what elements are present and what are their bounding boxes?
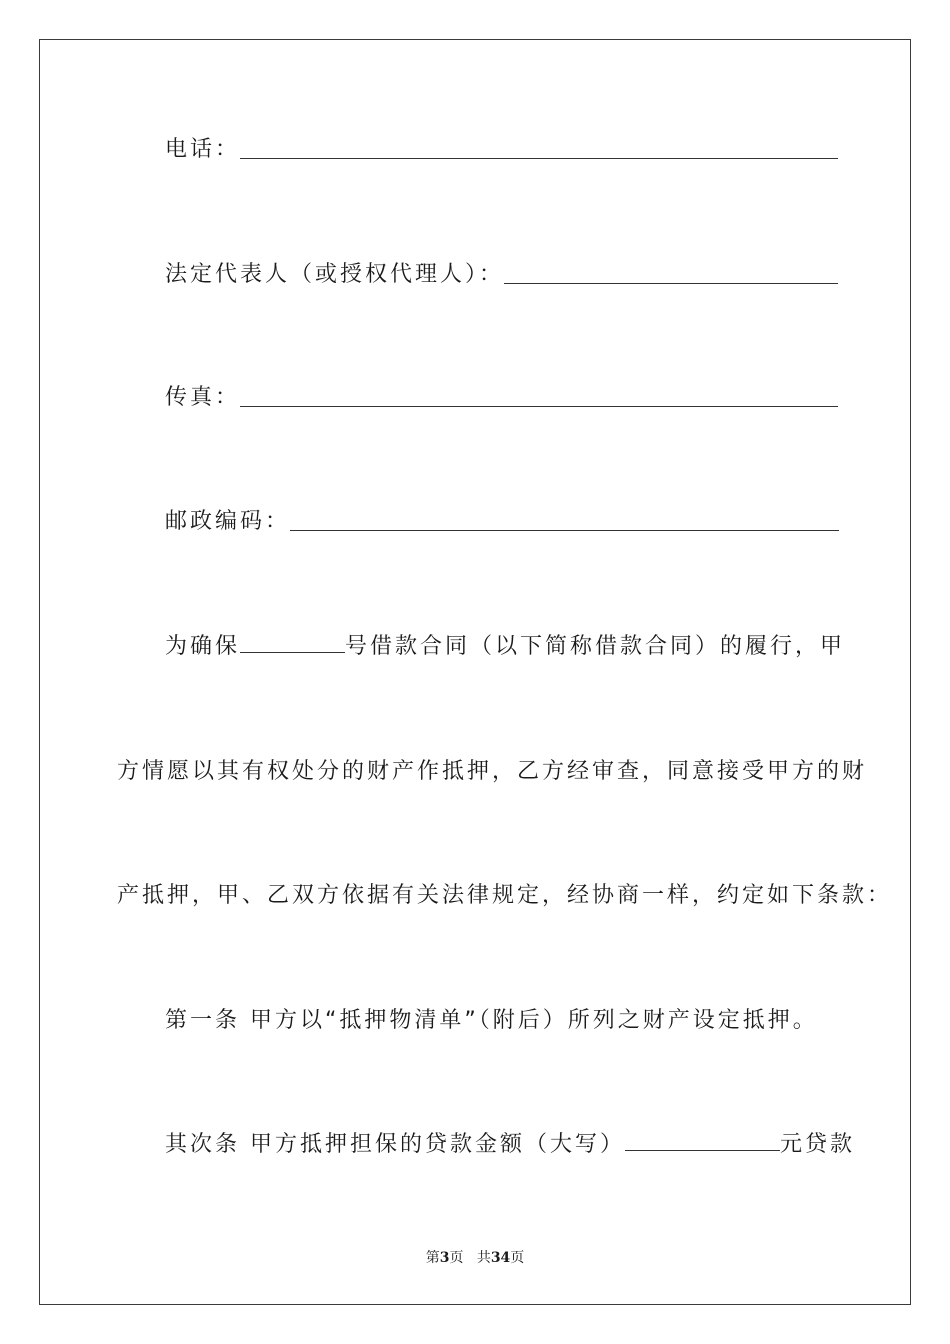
phone-field-row xyxy=(165,135,838,165)
article2-line xyxy=(165,1130,855,1160)
postcode-label: 邮政编码： xyxy=(165,509,291,534)
paragraph1-line2: 方情愿以其有权处分的财产作抵押，乙方经审查，同意接受甲方的财 xyxy=(117,759,868,784)
footer-total-prefix: 共 xyxy=(476,1250,491,1266)
article2-part2: 元贷款 xyxy=(780,1132,856,1157)
page-footer xyxy=(0,1247,950,1267)
fax-field-row xyxy=(165,383,838,413)
footer-page-prefix: 第 xyxy=(425,1250,440,1266)
phone-blank[interactable] xyxy=(240,138,838,159)
paragraph1-part2: 号借款合同（以下简称借款合同）的履行，甲 xyxy=(345,634,846,659)
postcode-field-row xyxy=(165,507,839,537)
footer-total-number: 34 xyxy=(490,1250,511,1266)
phone-label: 电话： xyxy=(165,137,241,162)
fax-label: 传真： xyxy=(165,385,241,410)
fax-blank[interactable] xyxy=(240,386,838,407)
page-frame xyxy=(39,39,911,1305)
footer-page-suffix: 页 xyxy=(449,1250,464,1266)
legal-rep-field-row xyxy=(165,260,838,290)
paragraph1-part1: 为确保 xyxy=(165,634,241,659)
legal-rep-label: 法定代表人（或授权代理人）： xyxy=(165,262,505,287)
legal-rep-blank[interactable] xyxy=(504,263,838,284)
article2-part1: 其次条 甲方抵押担保的贷款金额（大写） xyxy=(165,1132,625,1157)
article1: 第一条 甲方以“抵押物清单”（附后）所列之财产设定抵押。 xyxy=(165,1008,818,1033)
loan-amount-blank[interactable] xyxy=(625,1130,780,1151)
footer-page-number: 3 xyxy=(439,1250,450,1266)
postcode-blank[interactable] xyxy=(290,510,839,531)
footer-total-suffix: 页 xyxy=(510,1250,525,1266)
paragraph1-line3: 产抵押，甲、乙双方依据有关法律规定，经协商一样，约定如下条款： xyxy=(117,883,893,908)
contract-number-blank[interactable] xyxy=(240,632,345,653)
paragraph1-line1 xyxy=(165,632,845,662)
